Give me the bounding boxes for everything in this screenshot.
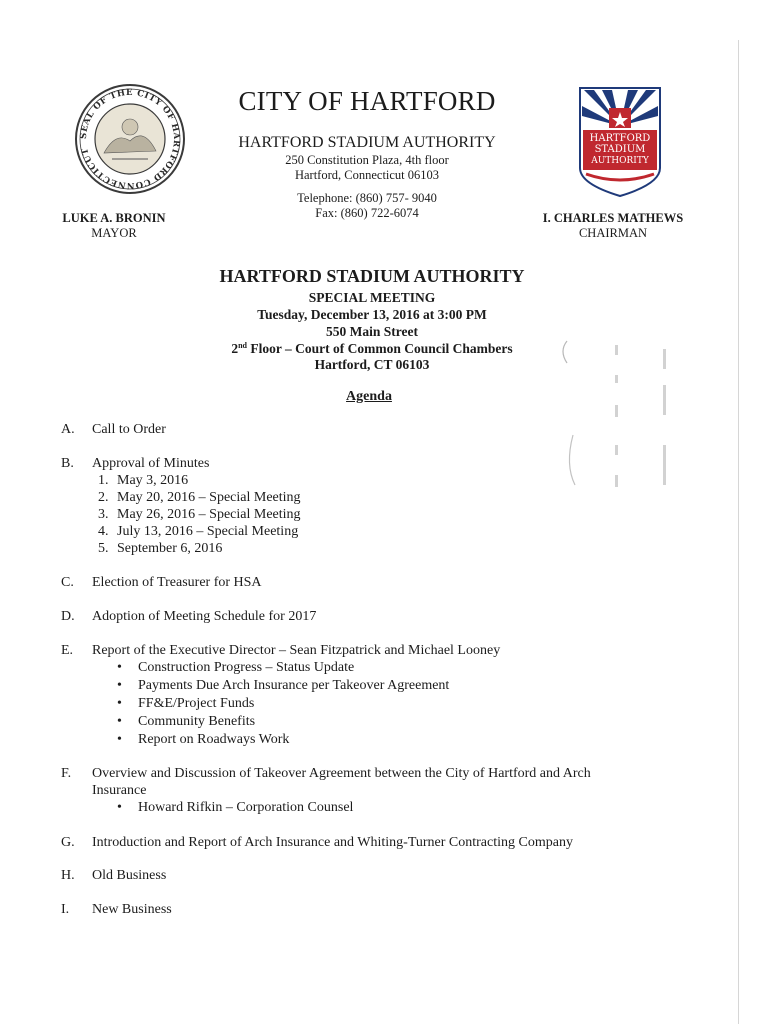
meeting-floor-text: Floor – Court of Common Council Chambers xyxy=(247,341,513,356)
agenda-letter: B. xyxy=(61,456,74,471)
minutes-number: 1. xyxy=(98,473,109,488)
agenda-text: Approval of Minutes xyxy=(92,456,210,471)
bullet-icon: • xyxy=(117,732,122,747)
seal-text: SEAL OF THE CITY OF HARTFORD CONNECTICUT xyxy=(78,87,182,191)
minutes-text: September 6, 2016 xyxy=(117,541,223,556)
meeting-city: Hartford, CT 06103 xyxy=(314,357,430,372)
minutes-number: 2. xyxy=(98,490,109,505)
bullet-text: Report on Roadways Work xyxy=(138,732,290,747)
agenda-text: Introduction and Report of Arch Insurance and Whiting-Turner Contracting Company xyxy=(92,835,573,850)
agenda-item-h xyxy=(61,868,166,884)
report-bullet xyxy=(117,732,289,748)
agenda-text: Overview and Discussion of Takeover Agreement between the City of Hartford and Arch xyxy=(92,766,591,781)
agenda-text: Adoption of Meeting Schedule for 2017 xyxy=(92,609,317,624)
mayor-name: LUKE A. BRONIN xyxy=(62,211,166,225)
agenda-letter: F. xyxy=(61,766,72,781)
agenda-text-continued: Insurance xyxy=(92,783,147,798)
agenda-text: New Business xyxy=(92,902,172,917)
chairman-name: I. CHARLES MATHEWS xyxy=(542,211,684,225)
meeting-street: 550 Main Street xyxy=(326,324,418,339)
agenda-text: Election of Treasurer for HSA xyxy=(92,575,262,590)
address-line-1: 250 Constitution Plaza, 4th floor xyxy=(285,153,449,167)
meeting-date: Tuesday, December 13, 2016 at 3:00 PM xyxy=(257,307,487,322)
agenda-text: Report of the Executive Director – Sean Fitzpatrick and Michael Looney xyxy=(92,643,501,658)
mayor-title: MAYOR xyxy=(91,226,137,240)
agenda-item-i xyxy=(61,902,172,918)
meeting-type: SPECIAL MEETING xyxy=(308,290,436,305)
agenda-item-c xyxy=(61,575,262,591)
bullet-icon: • xyxy=(117,714,122,729)
agenda-item-g xyxy=(61,835,573,851)
bullet-text: Community Benefits xyxy=(138,714,256,729)
report-bullet xyxy=(117,660,354,676)
report-bullet xyxy=(117,696,254,712)
logo-text-authority: AUTHORITY xyxy=(591,156,649,166)
agenda-letter: E. xyxy=(61,643,74,658)
logo-text-hartford: HARTFORD xyxy=(589,133,651,144)
agenda-letter: D. xyxy=(61,609,75,624)
bullet-text: Howard Rifkin – Corporation Counsel xyxy=(138,800,354,815)
agenda-letter: H. xyxy=(61,868,75,883)
bullet-icon: • xyxy=(117,660,122,675)
agenda-item-e xyxy=(61,643,500,659)
minutes-text: May 3, 2016 xyxy=(117,473,189,488)
agenda-letter: A. xyxy=(61,422,75,437)
report-bullet xyxy=(117,714,255,730)
minutes-text: May 20, 2016 – Special Meeting xyxy=(117,490,301,505)
agenda-item-f xyxy=(61,766,591,782)
chairman-block xyxy=(538,211,688,241)
minutes-item xyxy=(98,507,301,523)
minutes-item xyxy=(98,473,188,489)
agenda-letter: G. xyxy=(61,835,75,850)
agenda-item-b xyxy=(61,456,209,472)
address-line-2: Hartford, Connecticut 06103 xyxy=(294,168,440,182)
minutes-number: 4. xyxy=(98,524,109,539)
meeting-floor-suffix: nd xyxy=(238,341,248,350)
bullet-text: FF&E/Project Funds xyxy=(138,696,255,711)
received-stamp-marks xyxy=(545,335,695,515)
report-bullet xyxy=(117,678,449,694)
agenda-item-d xyxy=(61,609,316,625)
agenda-heading: Agenda xyxy=(346,389,392,404)
takeover-bullet xyxy=(117,800,353,816)
bullet-icon: • xyxy=(117,800,122,815)
minutes-text: May 26, 2016 – Special Meeting xyxy=(117,507,301,522)
minutes-number: 3. xyxy=(98,507,109,522)
minutes-number: 5. xyxy=(98,541,109,556)
agenda-letter: C. xyxy=(61,575,74,590)
authority-subtitle: HARTFORD STADIUM AUTHORITY xyxy=(238,134,496,151)
chairman-title: CHAIRMAN xyxy=(578,226,648,240)
agenda-item-a xyxy=(61,422,166,438)
agenda-text: Old Business xyxy=(92,868,167,883)
bullet-icon: • xyxy=(117,696,122,711)
agenda-text: Call to Order xyxy=(92,422,166,437)
minutes-item xyxy=(98,541,222,557)
bullet-text: Construction Progress – Status Update xyxy=(138,660,355,675)
telephone: Telephone: (860) 757- 9040 xyxy=(297,191,437,205)
logo-text-stadium: STADIUM xyxy=(594,144,646,155)
city-title: CITY OF HARTFORD xyxy=(238,86,496,116)
mayor-block xyxy=(44,211,184,241)
minutes-item xyxy=(98,490,301,506)
fax: Fax: (860) 722-6074 xyxy=(315,206,419,220)
minutes-item xyxy=(98,524,298,540)
bullet-icon: • xyxy=(117,678,122,693)
minutes-text: July 13, 2016 – Special Meeting xyxy=(117,524,299,539)
page-edge-line xyxy=(738,40,739,1024)
meeting-title: HARTFORD STADIUM AUTHORITY xyxy=(219,266,525,286)
agenda-letter: I. xyxy=(61,902,70,917)
bullet-text: Payments Due Arch Insurance per Takeover Agreement xyxy=(138,678,450,693)
meeting-floor-ordinal: 2 xyxy=(231,341,239,356)
